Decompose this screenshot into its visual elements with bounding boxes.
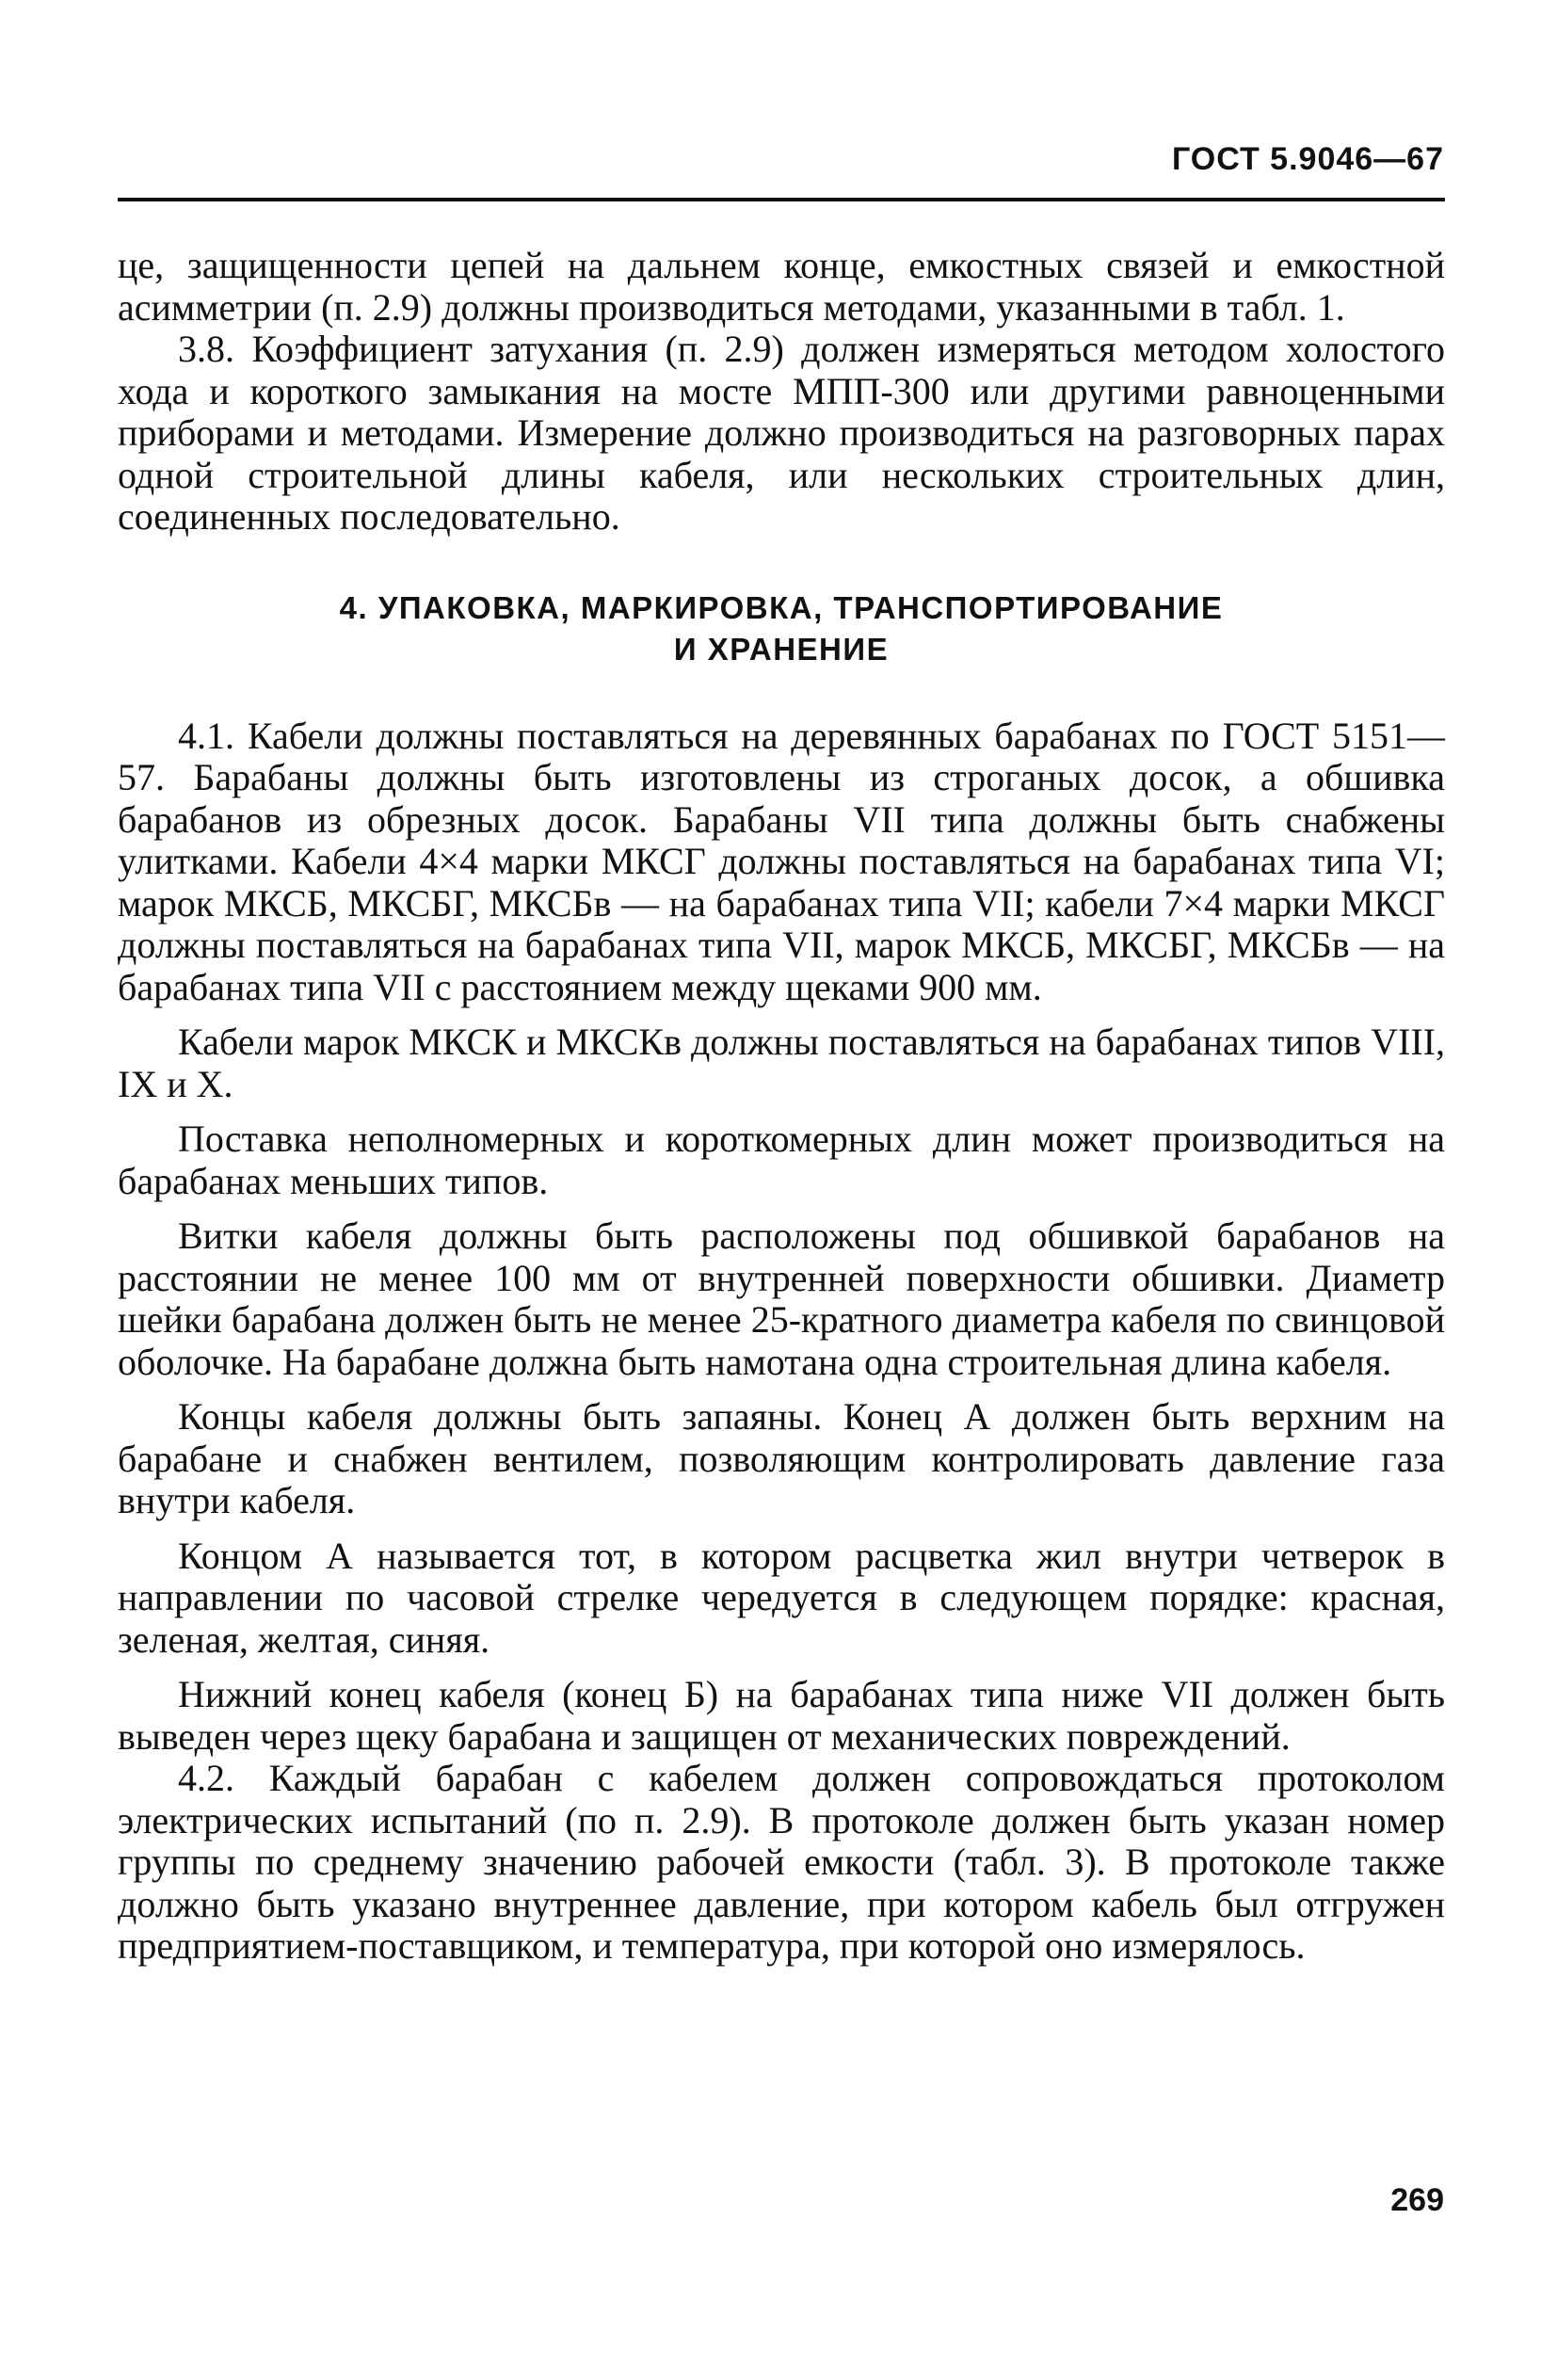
- page-number: 269: [1390, 2182, 1444, 2218]
- header-divider: [118, 198, 1445, 201]
- section-4-title-line-2: И ХРАНЕНИЕ: [673, 631, 890, 667]
- section-4-heading: [118, 587, 1445, 670]
- paragraph-3-8: 3.8. Коэффициент затухания (п. 2.9) должен измеряться методом холостого хода и короткого замыкания на мосте МПП-300 или другими равноценными приборами и методами. Измерение должно производиться на разговорных парах одной строительной длины кабеля, или нескольких строительных длин, соединенных последовательно.: [118, 328, 1445, 538]
- standard-code: ГОСТ 5.9046—67: [1171, 141, 1444, 177]
- paragraph-4-1: 4.1. Кабели должны поставляться на деревянных барабанах по ГОСТ 5151—57. Барабаны должны быть изготовлены из строганых досок, а обшивка барабанов из обрезных досок. Барабаны VII типа должны быть снабжены улитками. Кабели 4×4 марки МКСГ должны поставляться на барабанах типа VI; марок МКСБ, МКСБГ, МКСБв — на барабанах типа VII; кабели 7×4 марки МКСГ должны поставляться на барабанах типа VII, марок МКСБ, МКСБГ, МКСБв — на барабанах типа VII с расстоянием между щеками 900 мм.: [118, 714, 1445, 1008]
- body-text: [118, 245, 1445, 1968]
- section-4-title-line-1: 4. УПАКОВКА, МАРКИРОВКА, ТРАНСПОРТИРОВАНИЕ: [339, 589, 1224, 625]
- paragraph-short-lengths: Поставка неполномерных и короткомерных длин может производиться на барабанах меньших типов.: [118, 1118, 1445, 1202]
- paragraph-cable-ends: Концы кабеля должны быть запаяны. Конец А должен быть верхним на барабане и снабжен вентилем, позволяющим контролировать давление газа внутри кабеля.: [118, 1395, 1445, 1521]
- paragraph-end-b: Нижний конец кабеля (конец Б) на барабанах типа ниже VII должен быть выведен через щеку барабана и защищен от механических повреждений.: [118, 1673, 1445, 1758]
- paragraph-continuation: це, защищенности цепей на дальнем конце, емкостных связей и емкостной асимметрии (п. 2.9) должны производиться методами, указанными в табл. 1.: [118, 244, 1445, 329]
- paragraph-end-a: Концом А называется тот, в котором расцветка жил внутри четверок в направлении по часовой стрелке чередуется в следующем порядке: красная, зеленая, желтая, синяя.: [118, 1534, 1445, 1661]
- paragraph-4-2: 4.2. Каждый барабан с кабелем должен сопровождаться протоколом электрических испытаний (по п. 2.9). В протоколе должен быть указан номер группы по среднему значению рабочей емкости (табл. 3). В протоколе также должно быть указано внутреннее давление, при котором кабель был отгружен предприятием-поставщиком, и температура, при которой оно измерялось.: [118, 1757, 1445, 1967]
- paragraph-cable-turns: Витки кабеля должны быть расположены под обшивкой барабанов на расстоянии не менее 100 мм от внутренней поверхности обшивки. Диаметр шейки барабана должен быть не менее 25-кратного диаметра кабеля по свинцовой оболочке. На барабане должна быть намотана одна строительная длина кабеля.: [118, 1214, 1445, 1383]
- paragraph-mksk: Кабели марок МКСК и МКСКв должны поставляться на барабанах типов VIII, IX и X.: [118, 1021, 1445, 1105]
